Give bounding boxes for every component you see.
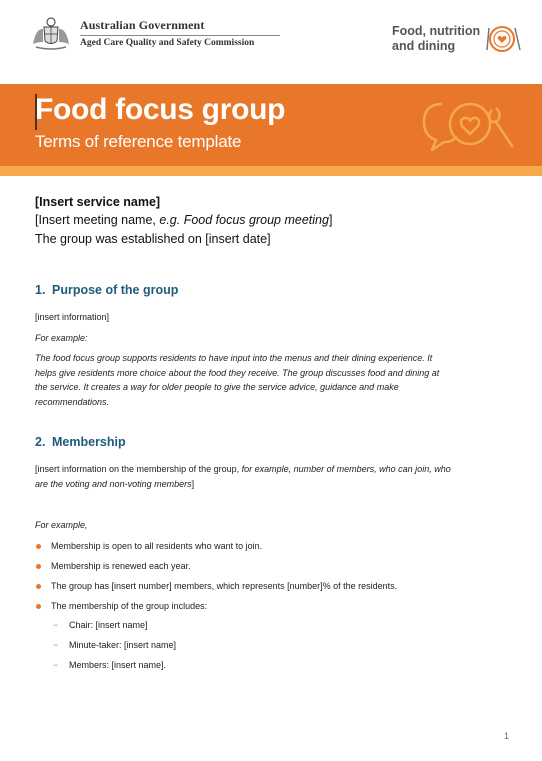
government-text (80, 18, 280, 48)
commission-name: Aged Care Quality and Safety Commission (80, 38, 255, 48)
section-1-title: Purpose of the group (52, 283, 179, 297)
bullet-icon (36, 584, 41, 589)
insert-suffix: ] (191, 478, 195, 489)
dash-icon: − (53, 620, 59, 630)
list-item-text: The membership of the group includes: (51, 601, 208, 611)
brand-line-1: Food, nutrition (392, 24, 481, 38)
page-title: Food focus group (35, 93, 286, 126)
list-item-text: The group has [insert number] members, which represents [number]% of the residents. (51, 581, 398, 591)
bullet-icon (36, 564, 41, 569)
insert-prefix: [insert information on the membership of the group, (35, 464, 242, 474)
insert-line-2 (35, 477, 515, 492)
section-1-heading (35, 283, 178, 297)
established-date: The group was established on [insert date] (35, 232, 271, 246)
meeting-name-placeholder (35, 213, 332, 227)
section-1-for-example: For example: (35, 333, 88, 343)
divider (80, 35, 280, 36)
section-2-title: Membership (52, 435, 126, 449)
example-line-1: The food focus group supports residents to have input into the menus and their dining experience. It (35, 353, 433, 363)
meeting-example: e.g. Food focus group meeting (159, 213, 329, 227)
sub-list-item-text: Chair: [insert name] (69, 620, 148, 630)
service-name-placeholder: [Insert service name] (35, 195, 161, 209)
sub-list-item-text: Members: [insert name]. (69, 660, 167, 670)
example-line-2: helps give residents more choice about the food they receive. The group discusses food and dining at (35, 367, 440, 378)
insert-italic-1: for example, number of members, who can join, who (241, 464, 451, 474)
brand-logo (392, 24, 524, 54)
page-header (0, 0, 542, 84)
sub-list-item-text: Minute-taker: [insert name] (69, 640, 177, 650)
page-subtitle: Terms of reference template (35, 132, 242, 151)
page-number: 1 (504, 731, 510, 741)
section-1-example-text (35, 351, 515, 409)
section-1-insert-info: [insert information] (35, 312, 110, 322)
brand-text (392, 24, 480, 54)
section-2-number: 2. (35, 435, 46, 449)
meeting-prefix: [Insert meeting name, (35, 213, 160, 227)
section-2-insert-info (35, 462, 515, 491)
bullet-icon (36, 544, 41, 549)
list-item-text: Membership is renewed each year. (51, 561, 191, 571)
dash-icon: − (53, 640, 59, 650)
section-2-for-example: For example, (35, 520, 88, 530)
insert-italic-2: are the voting and non-voting members (35, 478, 192, 489)
section-2-heading (35, 435, 126, 449)
brand-line-2: and dining (392, 39, 456, 53)
speech-heart-icon (420, 96, 520, 156)
example-line-4: recommendations. (35, 396, 110, 407)
list-item-text: Membership is open to all residents who want to join. (51, 541, 263, 551)
plate-heart-icon (484, 24, 524, 54)
insert-line-1 (35, 462, 515, 477)
example-line-3: the service. It creates a way for older people to give the service advice, guidance and make (35, 382, 399, 392)
dash-icon: − (53, 660, 59, 670)
meeting-suffix: ] (328, 213, 333, 227)
government-name: Australian Government (80, 18, 205, 32)
government-logo (30, 14, 280, 52)
banner-stripe (0, 166, 542, 176)
bullet-icon (36, 604, 41, 609)
coat-of-arms-icon (30, 14, 72, 52)
section-1-number: 1. (35, 283, 46, 297)
